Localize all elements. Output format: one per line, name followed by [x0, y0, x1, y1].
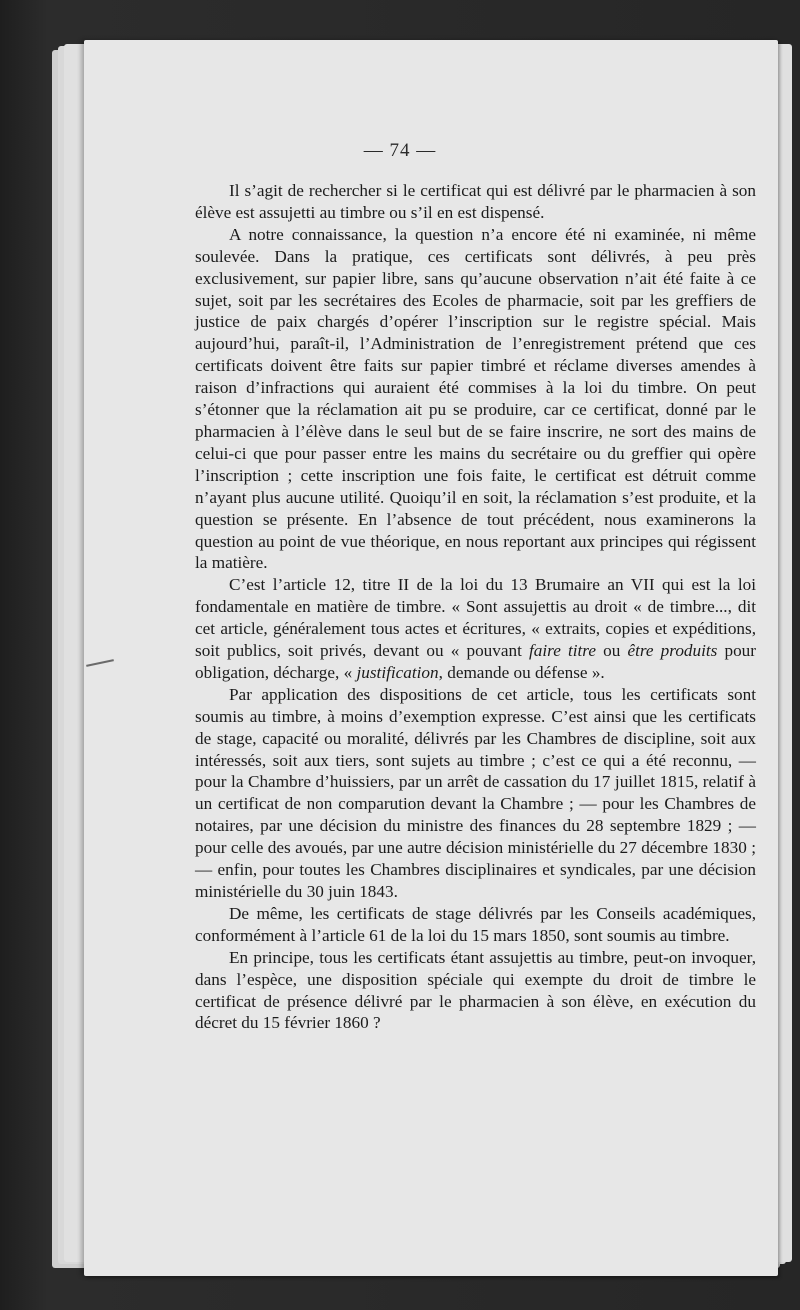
text-run: C’est l’article 12, titre II de la loi du 13 Brumaire an VII qui est la loi fondamentale en matière de timbre. « Sont assujettis au droit « de timbre..., dit cet article, généralement tous actes et écritures, « extraits, copies et expéditions, soit publics, soit privés, devant ou « pouvant — [195, 575, 756, 661]
text-run: En principe, tous les certificats étant assujettis au timbre, peut-on invoquer, dans l’espèce, une disposition spéciale qui exempte du droit de timbre le certificat de présence délivré par le pharmacien à son élève, en exécution du décret du 15 février 1860 ? — [195, 947, 756, 1033]
paragraph — [195, 574, 756, 684]
paragraph — [195, 903, 756, 947]
italic-phrase: faire titre — [529, 641, 596, 661]
text-run: De même, les certificats de stage délivrés par les Conseils académiques, conformément à l’article 61 de la loi du 15 mars 1850, sont soumis au timbre. — [195, 903, 756, 945]
paragraph — [195, 180, 756, 224]
italic-phrase: être produits — [627, 641, 718, 661]
body-text — [195, 180, 756, 1034]
text-run: Par application des dispositions de cet article, tous les certificats sont soumis au timbre, à moins d’exemption expresse. C’est ainsi que les certificats de stage, capacité ou moralité, délivrés par les Chambres de discipline, soit aux intéressés, soit aux tiers, sont sujets au timbre ; c’est ce qui a été reconnu, — pour la Chambre d’huissiers, par un arrêt de cassation du 17 juillet 1815, relatif à un certificat de non comparution devant la Chambre ; — pour les Chambres de notaires, par une décision du ministre des finances du 28 septembre 1829 ; — pour celle des avoués, par une autre décision ministérielle du 27 décembre 1830 ; — enfin, pour toutes les Chambres disciplinaires et syndicales, par une décision ministérielle du 30 juin 1843. — [195, 684, 756, 901]
paragraph — [195, 947, 756, 1035]
text-run: Il s’agit de rechercher si le certificat qui est délivré par le pharmacien à son élève est assujetti au timbre ou s’il en est dispensé. — [195, 181, 756, 222]
paragraph — [195, 224, 756, 575]
italic-phrase: justification — [356, 662, 439, 682]
paragraph — [195, 684, 756, 903]
text-run: A notre connaissance, la question n’a encore été ni examinée, ni même soulevée. Dans la pratique, ces certificats sont délivrés, à peu près exclusivement, sur papier libre, sans qu’aucune observation n’ait été faite à ce sujet, soit par les secrétaires des Ecoles de pharmacie, soit par les greffiers de justice de paix chargés d’opérer l’inscription sur le registre spécial. Mais aujourd’hui, paraît-il, l’Administration de l’enregistrement prétend que ces certificats doivent être faits sur papier timbré et réclame diverses amendes à raison d’infractions qui auraient été commises à la loi du timbre. On peut s’étonner que la réclamation ait pu se produire, car ce certificat, donné par le pharmacien à l’élève dans le seul but de se faire inscrire, ne sort des mains de celui-ci que pour passer entre les mains du secrétaire ou du greffier qui opère l’inscription ; cette inscription une fois faite, le certificat est détruit comme n’ayant plus aucune utilité. Quoiqu’il en soit, la réclamation s’est produite, et la question se présente. En l’absence de tout précédent, nous examinerons la question au point de vue théorique, en nous reportant aux principes qui régissent la matière. — [195, 224, 756, 573]
text-run: , demande ou défense ». — [438, 662, 605, 682]
page-number: — 74 — — [363, 140, 437, 161]
text-run: ou — [595, 641, 628, 661]
text-run: pour obligation, décharge, « — [195, 641, 756, 682]
